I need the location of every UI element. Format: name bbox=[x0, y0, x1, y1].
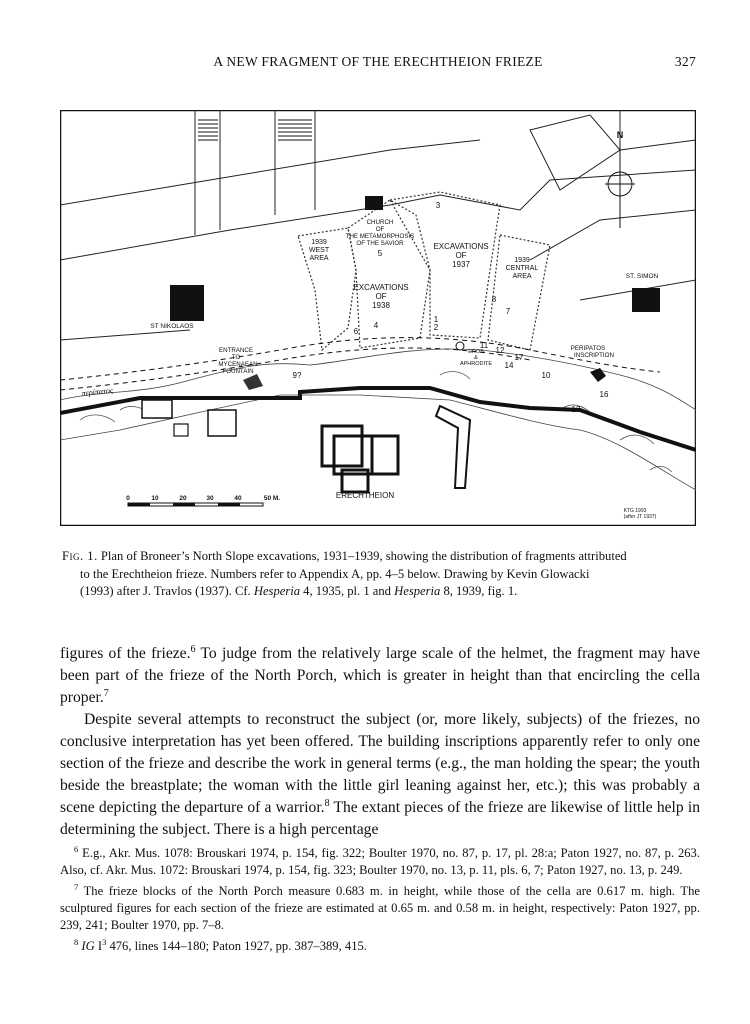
label-num-5: 5 bbox=[377, 249, 383, 258]
num-11: 11 bbox=[479, 341, 489, 350]
site-plan-figure bbox=[60, 110, 696, 526]
footnote-7-text: The frieze blocks of the North Porch measure 0.683 m. in height, while those of the cella are 0.617 m. high. The sculptured figures for each section of the frieze are estimated at 0.65 m. and 0.58 m. in height, respectively: Paton 1927, pp. 239, 241; Boulter 1970, pp. 7–8. bbox=[60, 884, 701, 933]
scale-tick-10: 10 bbox=[151, 495, 159, 502]
footnote-7-mark: 7 bbox=[74, 882, 79, 893]
footnote-ref-6[interactable]: 6 bbox=[190, 643, 196, 655]
num-8: 8 bbox=[491, 295, 497, 304]
running-title: A NEW FRAGMENT OF THE ERECHTHEION FRIEZE bbox=[213, 54, 543, 69]
footnote-6-mark: 6 bbox=[74, 844, 79, 854]
label-erechtheion: ERECHTHEION bbox=[335, 491, 395, 500]
label-entrance-2: TO bbox=[231, 354, 241, 361]
body-text bbox=[60, 643, 700, 841]
label-north: N bbox=[616, 130, 624, 140]
footnote-8-text: 476, lines 144–180; Paton 1927, pp. 387–389, 415. bbox=[106, 939, 367, 954]
caption-line-3a: (1993) after J. Travlos (1937). Cf. bbox=[80, 584, 254, 598]
p1-text-b: To judge from the relatively large scale of the helmet, the fragment may have been part of the frieze of the North Porch, which is greater in height than that encircling the cella proper. bbox=[60, 645, 700, 706]
label-credit-2: (after JT 1937) bbox=[623, 514, 657, 520]
caption-hesperia-2: Hesperia bbox=[394, 584, 441, 598]
scale-tick-40: 40 bbox=[234, 495, 242, 502]
label-credit-1: KTG 1993 bbox=[623, 508, 647, 514]
scale-tick-0: 0 bbox=[126, 495, 130, 502]
label-church-2: OF bbox=[375, 226, 385, 233]
footnote-ref-8[interactable]: 8 bbox=[324, 797, 330, 809]
label-central-2: CENTRAL bbox=[505, 265, 539, 272]
num-1: 1 bbox=[433, 315, 439, 324]
st-simon-church bbox=[632, 288, 660, 312]
num-12: 12 bbox=[495, 346, 505, 355]
label-st-simon: ST. SIMON bbox=[625, 273, 659, 280]
num-7: 7 bbox=[505, 307, 511, 316]
label-exc1937-1: EXCAVATIONS bbox=[433, 242, 489, 251]
num-16: 16 bbox=[599, 390, 609, 399]
label-peripatos-greek: περίπατος bbox=[81, 385, 114, 398]
page-number: 327 bbox=[674, 54, 696, 69]
footnote-8-ig-ed: 3 bbox=[102, 937, 107, 948]
label-west-1: 1939 bbox=[311, 239, 327, 246]
label-eros-2: & bbox=[474, 355, 478, 361]
paragraph-1 bbox=[60, 643, 700, 709]
label-eros-1: EROS bbox=[468, 349, 484, 355]
p2-text-b: The extant pieces of the frieze are likewise of little help in determining the subject. There is a high percentage bbox=[60, 799, 700, 838]
footnote-ref-7[interactable]: 7 bbox=[103, 687, 109, 699]
label-church-1: CHURCH bbox=[366, 219, 394, 226]
label-exc1937-2: OF bbox=[455, 251, 467, 260]
site-plan-map bbox=[60, 110, 696, 526]
num-4: 4 bbox=[373, 321, 379, 330]
label-exc1938-1: EXCAVATIONS bbox=[353, 283, 409, 292]
num-17: 17 bbox=[514, 353, 524, 362]
label-exc1937-3: 1937 bbox=[452, 260, 470, 269]
num-2: 2 bbox=[433, 323, 439, 332]
caption-hesperia-1: Hesperia bbox=[253, 584, 301, 598]
scale-bar bbox=[128, 503, 263, 506]
label-central-1: 1939 bbox=[514, 257, 530, 264]
label-peripatos-insc-2: INSCRIPTION bbox=[574, 352, 614, 359]
footnote-6 bbox=[60, 841, 700, 879]
num-6: 6 bbox=[353, 327, 359, 336]
footnote-8-ig-vol: I bbox=[97, 939, 103, 954]
label-west-3: AREA bbox=[309, 255, 329, 262]
label-entrance-3: MYCENAEAN bbox=[218, 361, 258, 368]
label-church-4: OF THE SAVIOR bbox=[356, 240, 404, 247]
running-header bbox=[60, 54, 696, 76]
footnotes bbox=[60, 841, 700, 956]
p1-text-a: figures of the frieze. bbox=[60, 645, 191, 662]
num-3: 3 bbox=[435, 201, 441, 210]
scale-tick-20: 20 bbox=[179, 495, 187, 502]
caption-line-3c: 8, 1939, fig. 1. bbox=[440, 584, 518, 598]
label-exc1938-2: OF bbox=[375, 292, 387, 301]
st-nikolaos-church bbox=[170, 285, 204, 321]
footnote-7 bbox=[60, 879, 700, 934]
num-10: 10 bbox=[541, 371, 551, 380]
caption-label: Fig. 1. bbox=[62, 549, 98, 563]
num-14: 14 bbox=[504, 361, 514, 370]
caption-line-2: to the Erechtheion frieze. Numbers refer to Appendix A, pp. 4–5 below. Drawing by Kevin Glowacki bbox=[80, 566, 590, 581]
label-eros-3: APHRODITE bbox=[459, 361, 493, 367]
scale-tick-30: 30 bbox=[206, 495, 214, 502]
footnote-8 bbox=[60, 934, 700, 955]
num-13: 13 bbox=[571, 405, 581, 414]
num-9: 9? bbox=[292, 371, 302, 380]
label-west-2: WEST bbox=[308, 247, 330, 254]
figure-caption bbox=[60, 548, 700, 601]
footnote-8-mark: 8 bbox=[74, 937, 79, 948]
label-central-3: AREA bbox=[512, 273, 532, 280]
label-st-nikolaos: ST NIKOLAOS bbox=[150, 323, 194, 330]
church-metamorphosis bbox=[365, 196, 383, 210]
footnote-6-text: E.g., Akr. Mus. 1078: Brouskari 1974, p. 154, fig. 322; Boulter 1970, no. 87, p. 17, pl. 28:a; Paton 1927, no. 87, p. 263. Also, cf. Akr. Mus. 1072: Brouskari 1974, p. 154, fig. 323; Boulter 1970, no. 13, p. 11, pls. 6, 7; Paton 1927, no. 13, p. 249. bbox=[60, 846, 700, 878]
paragraph-2 bbox=[60, 709, 700, 841]
p2-text-a: Despite several attempts to reconstruct the subject (or, more likely, subjects) of the friezes, no conclusive interpretation has yet been offered. The building inscriptions apparently refer to only one section of the frieze and describe the work in general terms (e.g., the man holding the spear; the youth beside the breastplate; the woman with the little girl leaning against her, etc.); this was probably a scene depicting the departure of a warrior. bbox=[60, 711, 700, 816]
scale-tick-50: 50 M. bbox=[263, 495, 281, 502]
label-entrance-4: FOUNTAIN bbox=[222, 368, 254, 375]
label-peripatos-insc-1: PERIPATOS bbox=[570, 345, 606, 352]
footnote-8-ig: IG bbox=[81, 939, 95, 954]
label-entrance-1: ENTRANCE bbox=[218, 347, 254, 354]
caption-line-3b: 4, 1935, pl. 1 and bbox=[300, 584, 395, 598]
label-exc1938-3: 1938 bbox=[372, 301, 390, 310]
label-church-3: THE METAMORPHOSIS bbox=[345, 233, 415, 240]
caption-line-1: Plan of Broneer’s North Slope excavations, 1931–1939, showing the distribution of fragments attributed bbox=[100, 549, 627, 563]
